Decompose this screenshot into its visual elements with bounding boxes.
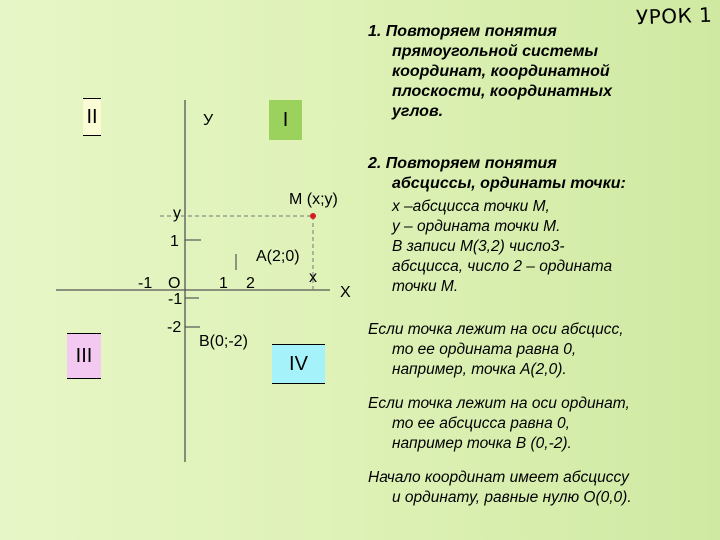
quadrant-4-label: IV [289,353,308,375]
section-1-line: плоскости, координатных [392,83,612,100]
section-1-line: углов. [392,103,444,120]
section-3-line: то ее ордината равна 0, [392,341,577,358]
origin-label: О [168,275,181,292]
quadrant-3-label: III [75,345,93,367]
quadrant-1-box [269,100,302,140]
section-2-line: точки М. [392,278,459,295]
lesson-label: УРОК 1 [635,2,713,30]
point-b-label: В(0;-2) [199,333,248,350]
point-m-label: М (х;у) [289,191,338,208]
section-2-line: абсцисса, число 2 – ордината [392,258,613,275]
section-2-line: В записи М(3,2) число3- [392,238,565,255]
section-2-line: у – ордината точки М. [392,218,561,235]
quadrant-2-label: II [86,106,98,128]
x-coordinate-mark: х [309,269,317,286]
section-2-line: абсциссы, ординаты точки: [392,175,626,192]
point-a-label: А(2;0) [256,248,300,265]
x-tick-label-2: 2 [246,275,255,292]
y-tick-label-minus1: -1 [168,291,183,308]
section-2-line: х –абсцисса точки М, [392,198,550,215]
y-coordinate-mark: у [173,205,181,222]
section-4-line: то ее абсцисса равна 0, [392,415,570,432]
y-axis-label: У [203,112,214,129]
x-tick-label-minus1: -1 [138,275,153,292]
quadrant-1-label: I [282,109,289,131]
section-2-body [368,197,612,297]
quadrant-2-box [83,98,101,136]
section-1-line: прямоугольной системы [392,43,599,60]
section-4 [368,394,630,454]
section-5 [368,468,632,508]
section-3 [368,320,624,380]
point-m-dot [310,213,316,219]
section-2-line: 2. Повторяем понятия [368,155,557,172]
y-tick-label-1: 1 [170,233,179,250]
section-3-line: Если точка лежит на оси абсцисс, [368,321,624,338]
quadrant-4-box [272,344,325,384]
y-tick-label-minus2: -2 [167,319,182,336]
section-1 [368,22,612,122]
section-1-line: координат, координатной [392,63,610,80]
section-4-line: Если точка лежит на оси ординат, [368,395,630,412]
explanation-panel [360,0,720,540]
section-2-heading [368,154,626,194]
section-4-line: например точка В (0,-2). [392,435,572,452]
section-1-line: 1. Повторяем понятия [368,23,557,40]
quadrant-3-box [67,333,101,379]
section-3-line: например, точка А(2,0). [392,361,567,378]
x-tick-label-1: 1 [219,275,228,292]
x-axis-label: Х [340,284,351,301]
section-5-line: Начало координат имеет абсциссу [368,469,629,486]
section-5-line: и ординату, равные нулю О(0,0). [392,489,632,506]
